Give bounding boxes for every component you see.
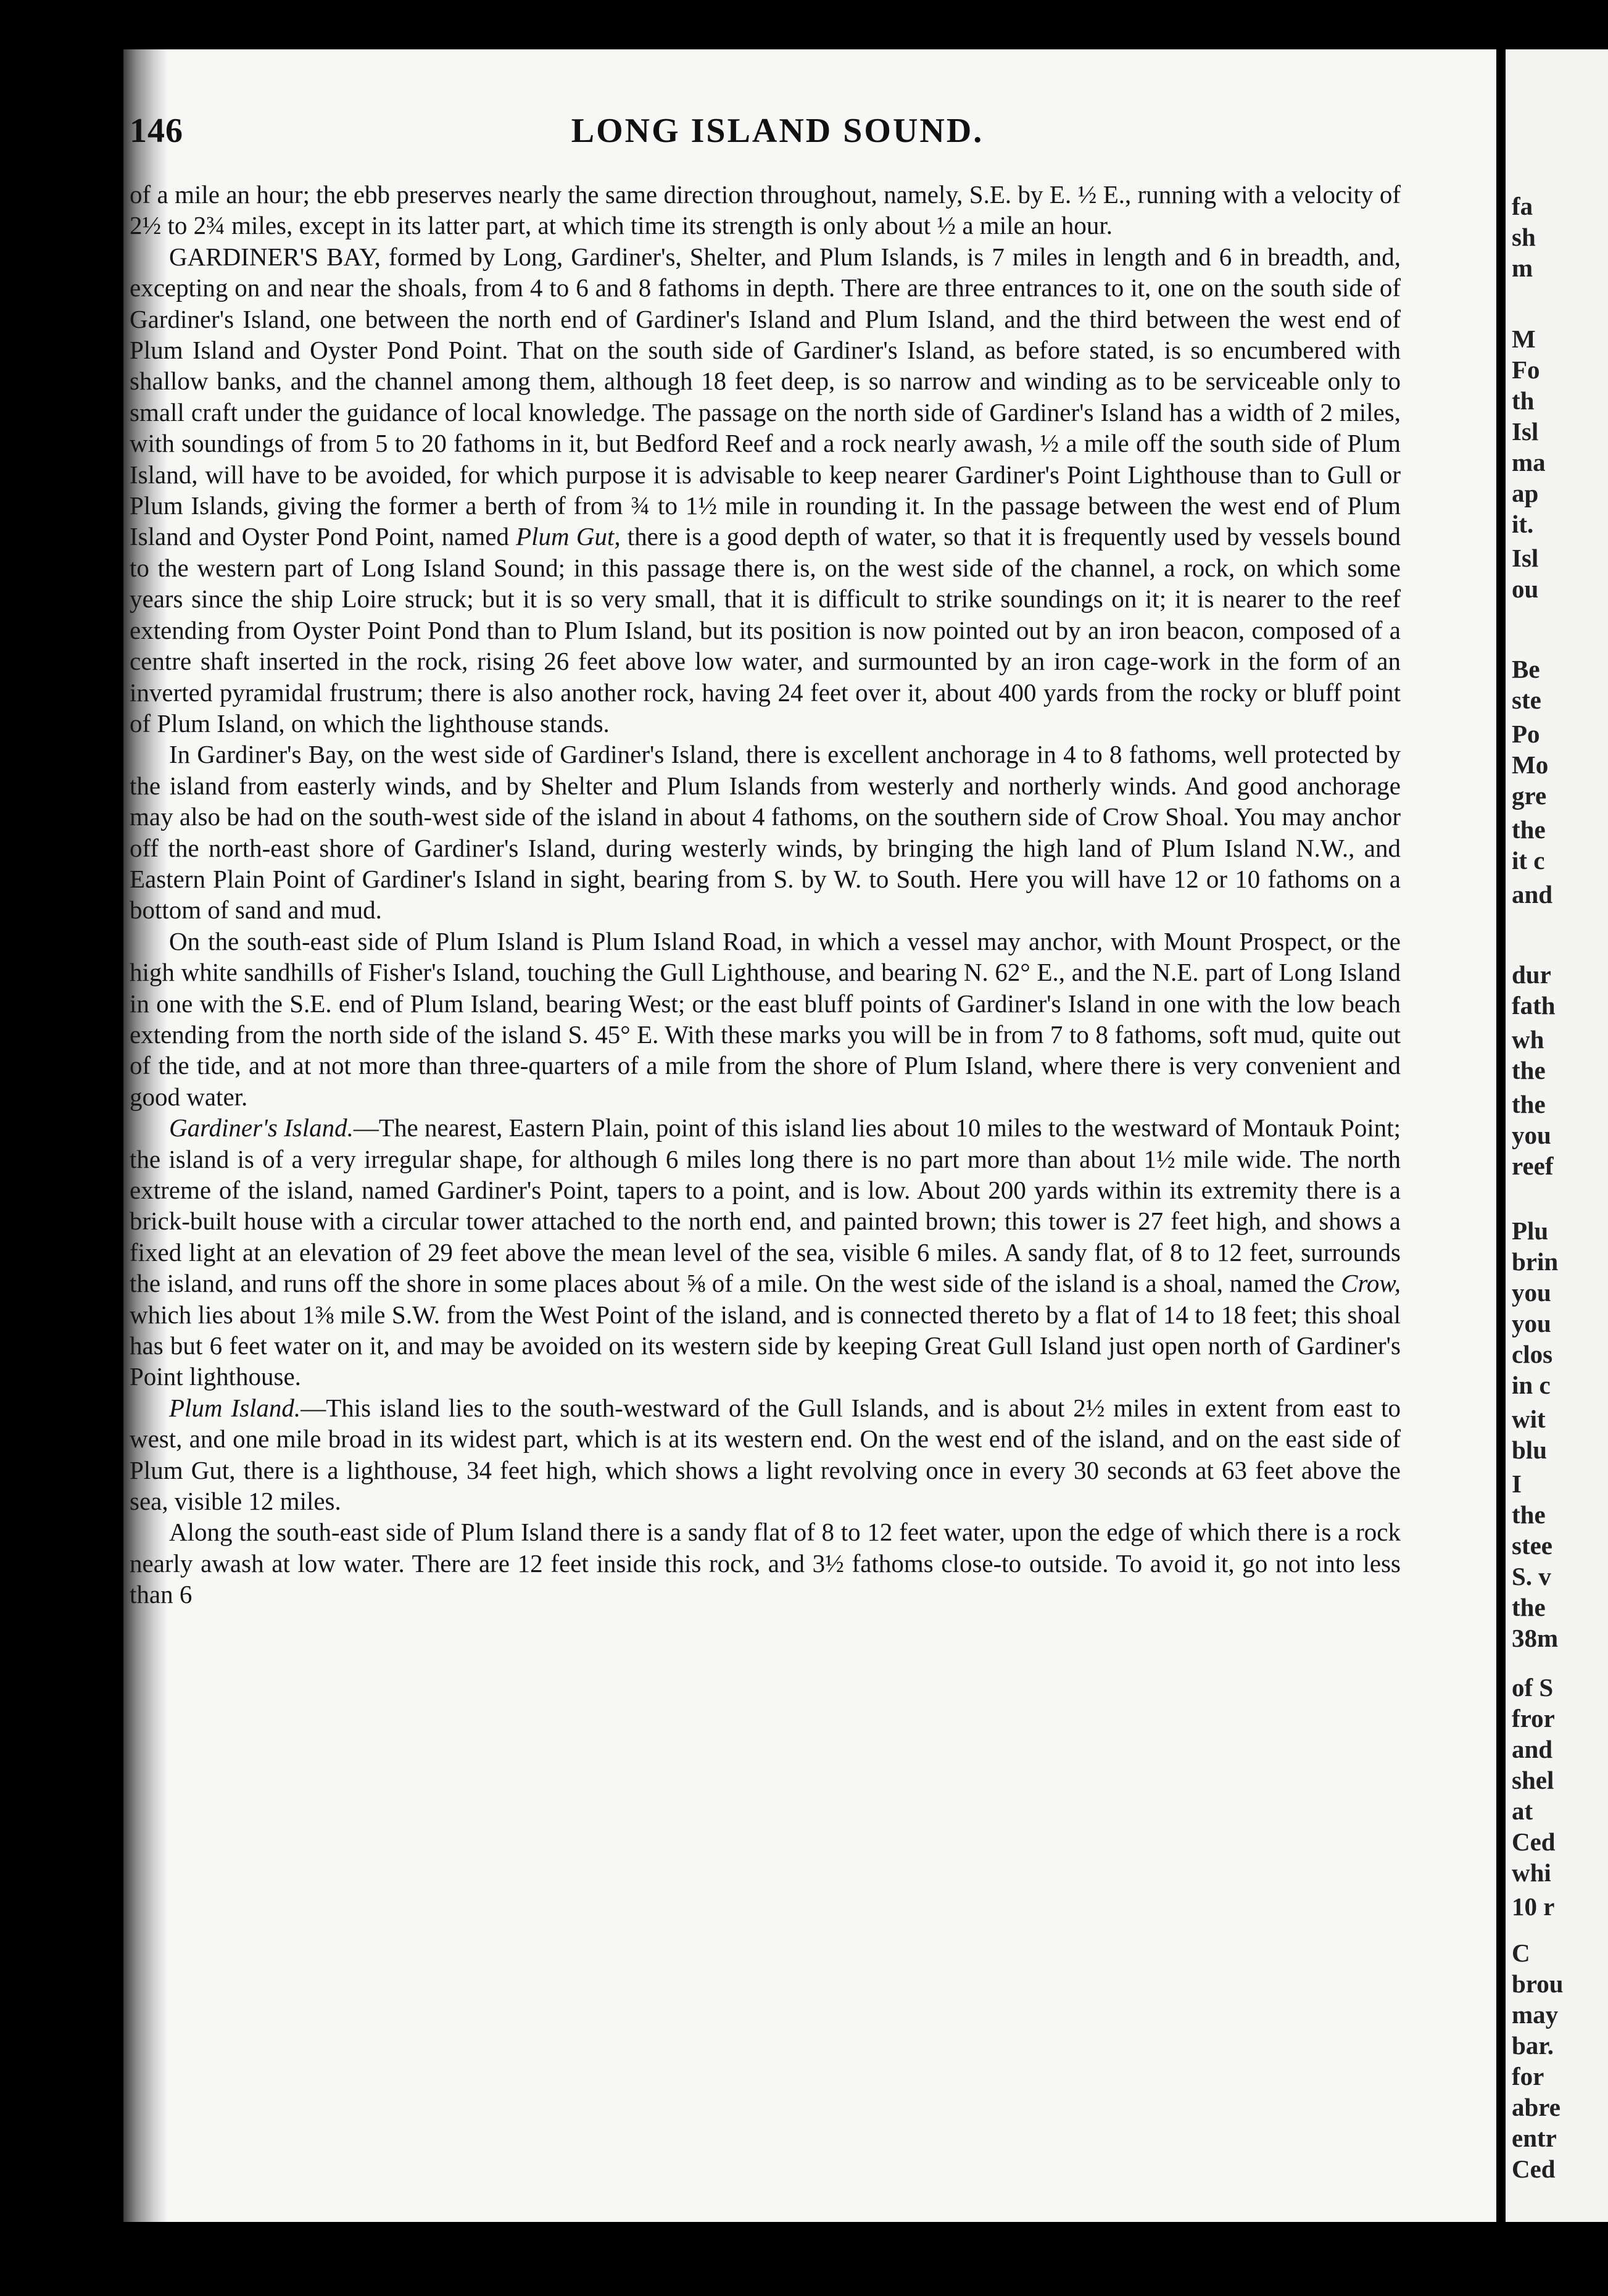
running-title: LONG ISLAND SOUND. bbox=[571, 112, 984, 150]
next-page-fragment: Po bbox=[1512, 720, 1540, 748]
next-page-fragment: Mo bbox=[1512, 751, 1549, 779]
next-page-fragment: I bbox=[1512, 1470, 1522, 1498]
next-page-fragment: ou bbox=[1512, 575, 1539, 603]
next-page-sliver bbox=[1506, 49, 1608, 2222]
next-page-fragment: shel bbox=[1512, 1766, 1554, 1794]
paragraph-plum-island: Plum Island.—This island lies to the south-westward of the Gull Islands, and is about 2½ miles in extent from east to west, and one mile broad in its widest part, which is at its western end. On the west end of the island, and on the east side of Plum Gut, there is a lighthouse, 34 feet high, which shows a light revolving once in every 30 seconds at 63 feet above the sea, visible 12 miles. bbox=[130, 1393, 1401, 1516]
next-page-fragment: it c bbox=[1512, 846, 1545, 875]
paragraph-gardiners-bay: GARDINER'S BAY, formed by Long, Gardiner's, Shelter, and Plum Islands, is 7 miles in length and 6 in breadth, and, excepting on and near the shoals, from 4 to 6 and 8 fathoms in depth. There are three entrances to it, one on the south side of Gardiner's Island, one between the north end of Gardiner's Island and Plum Island, and the third between the west end of Plum Island and Oyster Pond Point. That on the south side of Gardiner's Island, as before stated, is so encumbered with shallow banks, and the channel among them, although 18 feet deep, is so narrow and winding as to be serviceable only to small craft under the guidance of local knowledge. The passage on the north side of Gardiner's Island has a width of 2 miles, with soundings of from 5 to 20 fathoms in it, but Bedford Reef and a rock nearly awash, ½ a mile off the south side of Plum Island, will have to be avoided, for which purpose it is advisable to keep nearer Gardiner's Point Lighthouse than to Gull or Plum Islands, giving the former a berth of from ¾ to 1½ mile in rounding it. In the passage between the west end of Plum Island and Oyster Pond Point, named Plum Gut, there is a good depth of water, so that it is frequently used by vessels bound to the western part of Long Island Sound; in this passage there is, on the west side of the channel, a rock, on which some years since the ship Loire struck; but it is so very small, that it is difficult to strike soundings on it; it is nearer to the reef extending from Oyster Point Pond than to Plum Island, but its position is now pointed out by an iron beacon, composed of a centre shaft inserted in the rock, rising 26 feet above low water, and surmounted by an iron cage-work in the form of an inverted pyramidal frustrum; there is also another rock, having 24 feet over it, about 400 yards from the rocky or bluff point of Plum Island, on which the lighthouse stands. bbox=[130, 242, 1401, 738]
next-page-fragment: the bbox=[1512, 1593, 1546, 1621]
next-page-fragment: Plu bbox=[1512, 1217, 1549, 1245]
italic-gardiners-island: Gardiner's Island. bbox=[169, 1113, 354, 1142]
next-page-fragment: the bbox=[1512, 1500, 1546, 1529]
next-page-fragment: Ced bbox=[1512, 1828, 1556, 1856]
next-page-fragment: entr bbox=[1512, 2124, 1557, 2152]
next-page-fragment: gre bbox=[1512, 781, 1547, 810]
next-page-fragment: clos bbox=[1512, 1340, 1553, 1368]
italic-crow: Crow, bbox=[1341, 1269, 1401, 1298]
next-page-fragment: sh bbox=[1512, 223, 1536, 251]
next-page-fragment: C bbox=[1512, 1939, 1530, 1967]
next-page-fragment: reef bbox=[1512, 1152, 1554, 1180]
next-page-fragment: Fo bbox=[1512, 356, 1540, 384]
next-page-fragment: bar. bbox=[1512, 2031, 1554, 2060]
next-page-fragment: S. v bbox=[1512, 1562, 1551, 1591]
next-page-fragment: you bbox=[1512, 1278, 1551, 1307]
next-page-fragment: stee bbox=[1512, 1531, 1553, 1560]
next-page-fragment: Ced bbox=[1512, 2155, 1556, 2183]
next-page-fragment: fa bbox=[1512, 192, 1533, 220]
next-page-fragment: dur bbox=[1512, 960, 1551, 989]
page-number: 146 bbox=[130, 112, 183, 150]
next-page-fragment: and bbox=[1512, 1735, 1553, 1763]
next-page-fragment: abre bbox=[1512, 2093, 1560, 2121]
next-page-fragment: fath bbox=[1512, 991, 1556, 1020]
paragraph-sandy-flat: Along the south-east side of Plum Island there is a sandy flat of 8 to 12 feet water, upon the edge of which there is a rock nearly awash at low water. There are 12 feet inside this rock, and 3½ fathoms close-to outside. To avoid it, go not into less than 6 bbox=[130, 1518, 1401, 1609]
next-page-fragment: you bbox=[1512, 1309, 1551, 1337]
page-header bbox=[130, 62, 1401, 150]
next-page-fragment: ste bbox=[1512, 686, 1541, 714]
next-page-fragment: brin bbox=[1512, 1247, 1559, 1276]
next-page-fragment: brou bbox=[1512, 1969, 1564, 1998]
next-page-fragment: the bbox=[1512, 1090, 1546, 1118]
next-page-fragment: wit bbox=[1512, 1405, 1546, 1433]
next-page-fragment: ma bbox=[1512, 448, 1546, 476]
paragraph-anchorage: In Gardiner's Bay, on the west side of Gardiner's Island, there is excellent anchorage in 4 to 8 fathoms, well protected by the island from easterly winds, and by Shelter and Plum Islands from westerly and northerly winds. And good anchorage may also be had on the south-west side of the island in about 4 fathoms, on the southern side of Crow Shoal. You may anchor off the north-east shore of Gardiner's Island, during westerly winds, by bringing the high land of Plum Island N.W., and Eastern Plain Point of Gardiner's Island in sight, bearing from S. by W. to South. Here you will have 12 or 10 fathoms on a bottom of sand and mud. bbox=[130, 740, 1401, 925]
next-page-fragment: at bbox=[1512, 1797, 1533, 1825]
next-page-fragment: and bbox=[1512, 880, 1553, 909]
next-page-fragment: th bbox=[1512, 386, 1535, 415]
next-page-fragment: Isl bbox=[1512, 417, 1539, 446]
scan-left-border bbox=[0, 0, 123, 2296]
italic-plum-island: Plum Island. bbox=[169, 1393, 301, 1422]
next-page-fragment: m bbox=[1512, 254, 1533, 282]
next-page-fragment: it. bbox=[1512, 510, 1534, 538]
next-page-fragment: Be bbox=[1512, 655, 1540, 683]
next-page-fragment: wh bbox=[1512, 1025, 1544, 1054]
next-page-fragment: in c bbox=[1512, 1371, 1551, 1399]
next-page-fragment: for bbox=[1512, 2062, 1544, 2090]
page-divider bbox=[1496, 37, 1506, 2259]
body-text bbox=[130, 179, 1401, 1610]
paragraph-gardiners-island: Gardiner's Island.—The nearest, Eastern Plain, point of this island lies about 10 miles to the westward of Montauk Point; the island is of a very irregular shape, for although 6 miles long there is no part more than about 1½ mile wide. The north extreme of the island, named Gardiner's Point, tapers to a point, and is low. About 200 yards within its extremity there is a brick-built house with a circular tower attached to the north end, and painted brown; this tower is 27 feet high, and shows a fixed light at an elevation of 29 feet above the mean level of the sea, visible 6 miles. A sandy flat, of 8 to 12 feet, surrounds the island, and runs off the shore in some places about ⅝ of a mile. On the west side of the island is a shoal, named the Crow, which lies about 1⅜ mile S.W. from the West Point of the island, and is connected thereto by a flat of 14 to 18 feet; this shoal has but 6 feet water on it, and may be avoided on its western side by keeping Great Gull Island just open north of Gardiner's Point lighthouse. bbox=[130, 1113, 1401, 1391]
next-page-fragment: of S bbox=[1512, 1673, 1554, 1702]
next-page-fragment: the bbox=[1512, 1056, 1546, 1084]
next-page-fragment: whi bbox=[1512, 1858, 1551, 1887]
next-page-fragment: may bbox=[1512, 2000, 1559, 2029]
next-page-fragment: fror bbox=[1512, 1704, 1555, 1732]
next-page-fragment: 10 r bbox=[1512, 1892, 1555, 1921]
next-page-fragment: 38m bbox=[1512, 1624, 1559, 1652]
paragraph-plum-island-road: On the south-east side of Plum Island is Plum Island Road, in which a vessel may anchor, with Mount Prospect, or the high white sandhills of Fisher's Island, touching the Gull Lighthouse, and bearing N. 62° E., and the N.E. part of Long Island in one with the S.E. end of Plum Island, bearing West; or the east bluff points of Gardiner's Island in one with the low beach extending from the north side of the island S. 45° E. With these marks you will be in from 7 to 8 fathoms, soft mud, quite out of the tide, and at not more than three-quarters of a mile from the shore of Plum Island, where there is very convenient and good water. bbox=[130, 926, 1401, 1111]
paragraph-tidal-continuation: of a mile an hour; the ebb preserves nearly the same direction throughout, namely, S.E. by E. ½ E., running with a velocity of 2½ to 2¾ miles, except in its latter part, at which time its strength is only about ½ a mile an hour. bbox=[130, 180, 1401, 240]
italic-plum-gut: Plum Gut, bbox=[516, 522, 621, 551]
next-page-fragment: blu bbox=[1512, 1436, 1547, 1464]
next-page-fragment: you bbox=[1512, 1121, 1551, 1149]
next-page-fragment: ap bbox=[1512, 479, 1539, 507]
next-page-fragment: the bbox=[1512, 815, 1546, 844]
next-page-fragment: M bbox=[1512, 325, 1536, 353]
next-page-fragment: Isl bbox=[1512, 544, 1539, 572]
